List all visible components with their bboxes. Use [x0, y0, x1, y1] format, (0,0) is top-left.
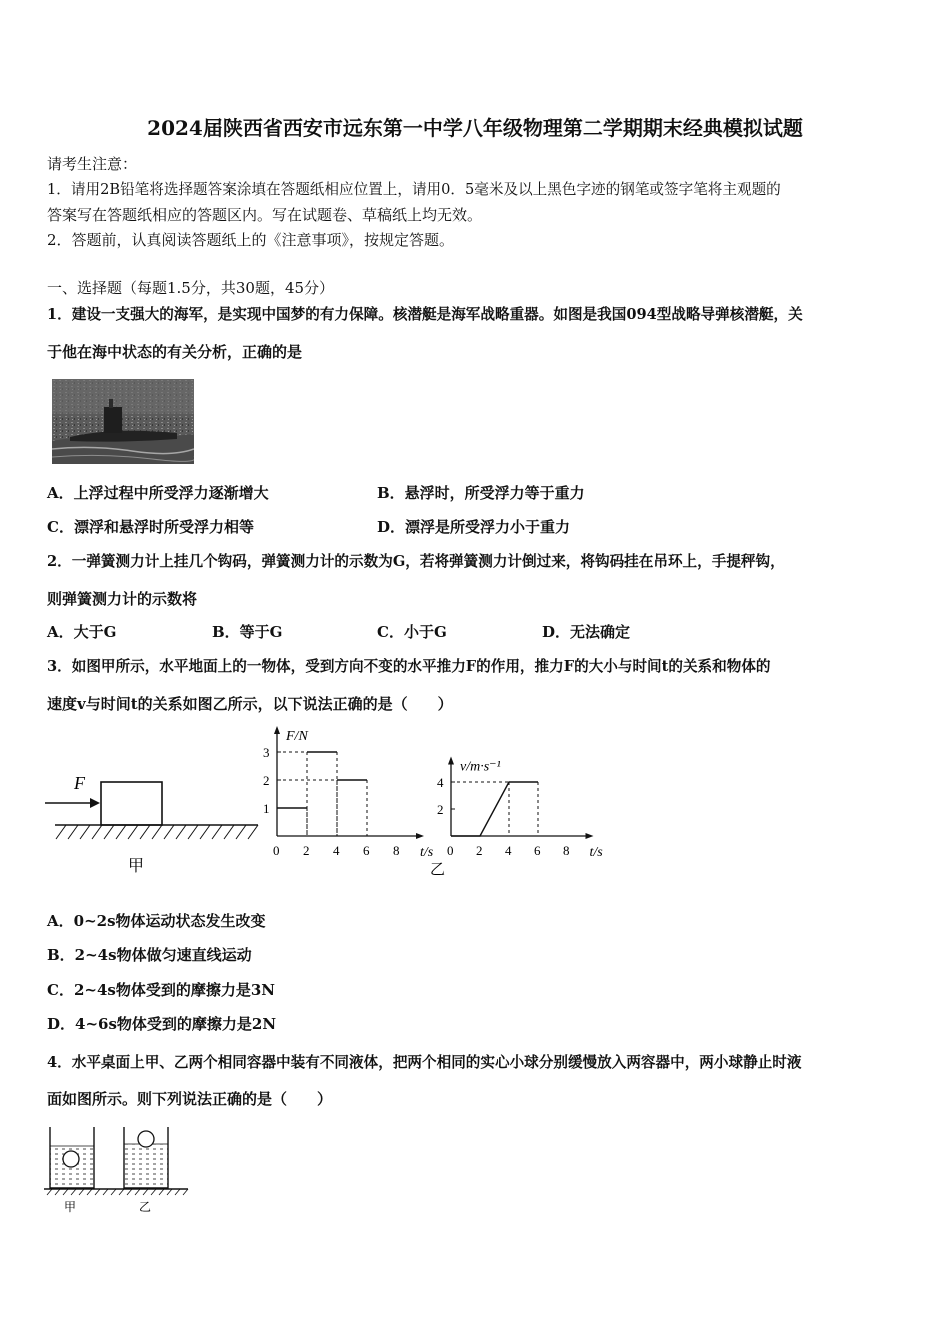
force-y-tick-2: 2 [263, 773, 270, 788]
velocity-y-arrow [448, 757, 454, 765]
force-x-tick-2: 2 [303, 843, 310, 858]
velocity-x-axis-label: t/s [589, 845, 603, 860]
question-1-option-b[interactable]: B．悬浮时，所受浮力等于重力 [377, 484, 585, 502]
container-yi [124, 1127, 168, 1188]
section-heading: 一、选择题（每题1.5分，共30题，45分） [47, 279, 335, 297]
force-y-tick-3: 3 [263, 745, 270, 760]
velocity-y-tick-4: 4 [437, 775, 444, 790]
question-3-option-a[interactable]: A．0~2s物体运动状态发生改变 [47, 912, 266, 930]
force-x-tick-0: 0 [273, 843, 280, 858]
question-3-option-b[interactable]: B．2~4s物体做匀速直线运动 [47, 946, 252, 964]
page-title: 2024届陕西省西安市远东第一中学八年级物理第二学期期末经典模拟试题 [147, 116, 803, 140]
force-x-tick-6: 6 [363, 843, 370, 858]
velocity-y-axis-label: v/m·s⁻¹ [460, 759, 501, 775]
container-jia-label: 甲 [64, 1200, 77, 1214]
submarine-photo [52, 379, 194, 464]
notice-item-1-line-1: 1．请用2B铅笔将选择题答案涂填在答题纸相应位置上，请用0．5毫米及以上黑色字迹的钢笔或签字笔将主观题的 [47, 181, 781, 198]
force-y-tick-1: 1 [263, 801, 270, 816]
question-2-option-d[interactable]: D．无法确定 [542, 623, 631, 641]
figure-charts [255, 725, 615, 880]
force-x-tick-8: 8 [393, 843, 400, 858]
question-3-option-c[interactable]: C．2~4s物体受到的摩擦力是3N [47, 981, 275, 999]
figure-yi-label: 乙 [430, 862, 446, 878]
force-label: F [74, 773, 85, 793]
figure-block-on-ground [40, 765, 265, 880]
ball-jia [63, 1151, 79, 1167]
velocity-x-tick-2: 2 [476, 843, 483, 858]
question-4-line-1: 4．水平桌面上甲、乙两个相同容器中装有不同液体，把两个相同的实心小球分别缓慢放入两容器中，两小球静止时液 [47, 1054, 802, 1071]
velocity-x-tick-4: 4 [505, 843, 512, 858]
question-4-line-2: 面如图所示。则下列说法正确的是（ ） [47, 1090, 333, 1108]
container-jia [50, 1127, 94, 1188]
container-yi-label: 乙 [139, 1200, 152, 1214]
question-2-option-c[interactable]: C．小于G [377, 623, 447, 641]
ball-yi [138, 1131, 154, 1147]
question-1-option-c[interactable]: C．漂浮和悬浮时所受浮力相等 [47, 518, 254, 536]
question-2-option-a[interactable]: A．大于G [47, 623, 117, 641]
question-2-line-1: 2．一弹簧测力计上挂几个钩码，弹簧测力计的示数为G，若将弹簧测力计倒过来，将钩码挂在吊环上，手提秤钩， [47, 553, 785, 570]
figure-containers [40, 1122, 195, 1217]
force-y-arrow [274, 726, 280, 734]
velocity-x-tick-0: 0 [447, 843, 454, 858]
question-3-line-1: 3．如图甲所示，水平地面上的一物体，受到方向不变的水平推力F的作用，推力F的大小与时间t的关系和物体的 [47, 658, 771, 675]
figure-jia-label: 甲 [128, 858, 145, 875]
velocity-x-tick-8: 8 [563, 843, 570, 858]
force-x-axis-label: t/s [420, 845, 434, 860]
force-y-axis-label: F/N [286, 729, 308, 744]
question-2-line-2: 则弹簧测力计的示数将 [47, 590, 198, 608]
question-1-line-1: 1．建设一支强大的海军，是实现中国梦的有力保障。核潜艇是海军战略重器。如图是我国094型战略导弹核潜艇，关 [47, 306, 803, 323]
force-x-arrow [416, 833, 424, 839]
question-2-option-b[interactable]: B．等于G [212, 623, 283, 641]
question-1-option-a[interactable]: A．上浮过程中所受浮力逐渐增大 [47, 484, 269, 502]
force-x-tick-4: 4 [333, 843, 340, 858]
notice-item-2: 2．答题前，认真阅读答题纸上的《注意事项》，按规定答题。 [47, 231, 455, 249]
question-3-line-2: 速度v与时间t的关系如图乙所示，以下说法正确的是（ ） [47, 695, 453, 713]
question-3-option-d[interactable]: D．4~6s物体受到的摩擦力是2N [47, 1015, 277, 1033]
velocity-x-tick-6: 6 [534, 843, 541, 858]
question-1-option-d[interactable]: D．漂浮是所受浮力小于重力 [377, 518, 571, 536]
notice-item-1-line-2: 答案写在答题纸相应的答题区内。写在试题卷、草稿纸上均无效。 [47, 206, 483, 224]
velocity-y-tick-2: 2 [437, 802, 444, 817]
notice-heading: 请考生注意： [47, 155, 138, 173]
question-1-line-2: 于他在海中状态的有关分析，正确的是 [47, 343, 303, 361]
velocity-series-0 [451, 782, 538, 836]
velocity-x-arrow [586, 833, 594, 839]
